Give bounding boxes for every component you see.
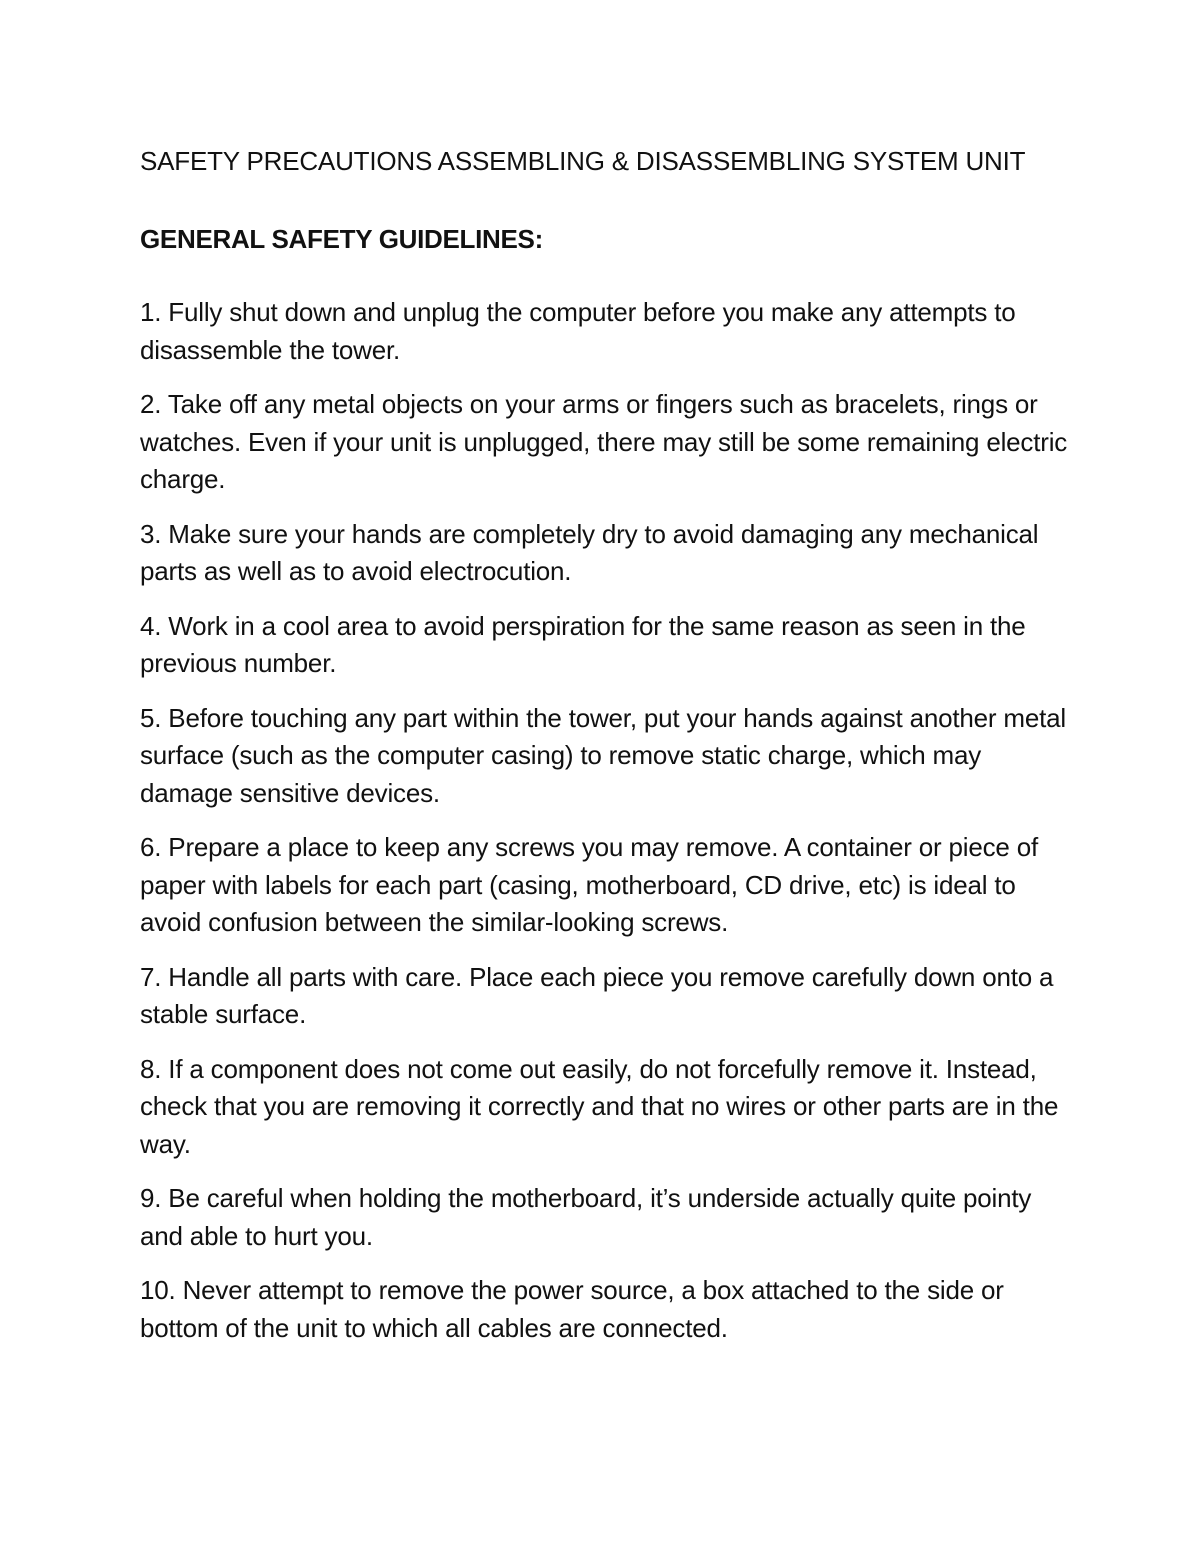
guideline-item-7: 7. Handle all parts with care. Place each piece you remove carefully down onto a stable surface. (140, 961, 1054, 1029)
document-title: SAFETY PRECAUTIONS ASSEMBLING & DISASSEMBLING SYSTEM UNIT (140, 146, 1026, 176)
guideline-item-10: 10. Never attempt to remove the power source, a box attached to the side or bottom of the unit to which all cables are connected. (140, 1275, 1004, 1343)
section-heading: GENERAL SAFETY GUIDELINES: (140, 224, 543, 254)
document-content (140, 142, 1070, 1364)
guideline-item-5: 5. Before touching any part within the tower, put your hands against another metal surface (such as the computer casing) to remove static charge, which may damage sensitive devices. (140, 702, 1066, 808)
guideline-item-4: 4. Work in a cool area to avoid perspiration for the same reason as seen in the previous number. (140, 610, 1026, 678)
guideline-item-2: 2. Take off any metal objects on your arms or fingers such as bracelets, rings or watches. Even if your unit is unplugged, there may still be some remaining electric charge. (140, 389, 1068, 494)
guideline-item-8: 8. If a component does not come out easily, do not forcefully remove it. Instead, check that you are removing it correctly and that no wires or other parts are in the way. (140, 1053, 1059, 1159)
guideline-item-6: 6. Prepare a place to keep any screws you may remove. A container or piece of paper with labels for each part (casing, motherboard, CD drive, etc) is ideal to avoid confusion between the similar-looking screws. (140, 832, 1038, 937)
guideline-item-3: 3. Make sure your hands are completely dry to avoid damaging any mechanical parts as well as to avoid electrocution. (140, 518, 1039, 586)
guidelines-list (140, 294, 1070, 1347)
guideline-item-1: 1. Fully shut down and unplug the computer before you make any attempts to disassemble the tower. (140, 297, 1016, 365)
guideline-item-9: 9. Be careful when holding the motherboard, it’s underside actually quite pointy and able to hurt you. (140, 1183, 1032, 1251)
